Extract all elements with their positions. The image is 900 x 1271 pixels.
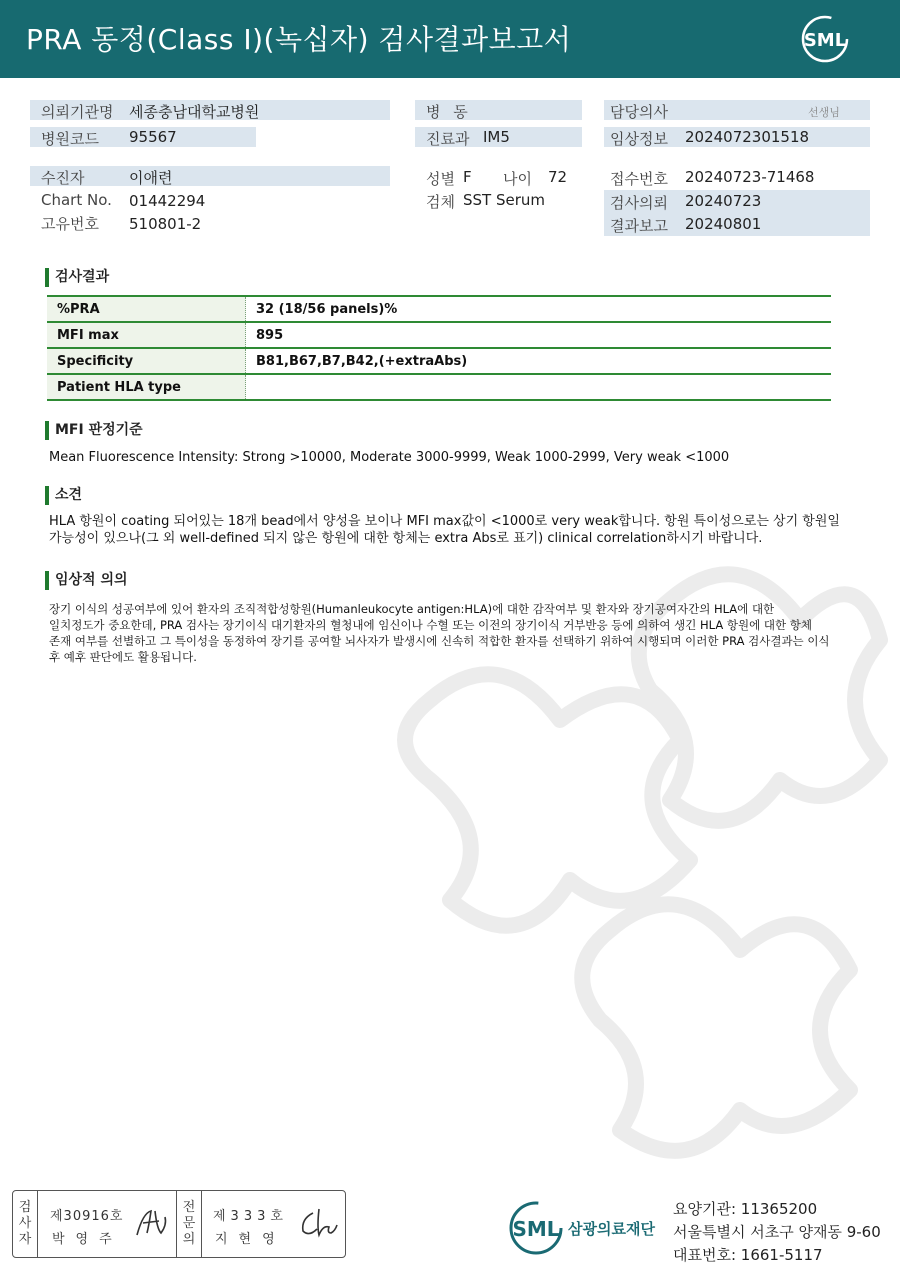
clinical-title: 임상적 의의 — [45, 571, 128, 590]
doctor-label: 담당의사 — [610, 103, 668, 121]
result-key: Specificity — [47, 348, 246, 374]
result-key: Patient HLA type — [47, 374, 246, 400]
age-label: 나이 — [503, 170, 532, 188]
clinical-line-4: 후 예후 판단에도 활용됩니다. — [49, 650, 197, 664]
logo-text: SML — [803, 30, 847, 51]
footer-logo-text: SML — [512, 1217, 560, 1241]
specimen-value: SST Serum — [463, 191, 546, 209]
specialist-label: 전 문 의 — [176, 1191, 202, 1257]
receipt-value: 20240723-71468 — [685, 168, 815, 186]
specialist-signature — [297, 1205, 341, 1241]
receipt-label: 접수번호 — [610, 170, 668, 188]
signature-stamp — [12, 1190, 346, 1258]
table-row — [47, 296, 831, 322]
table-row — [47, 374, 831, 400]
watermark-cross-1 — [405, 674, 690, 925]
result-value: 32 (18/56 panels)% — [246, 296, 832, 322]
ward-label: 병 동 — [426, 103, 472, 121]
examiner-number: 제30916호 — [50, 1209, 124, 1224]
report-label: 결과보고 — [610, 217, 668, 235]
dept-value: IM5 — [483, 128, 510, 146]
header-bar — [0, 0, 900, 78]
result-key: MFI max — [47, 322, 246, 348]
clinical-line-1: 장기 이식의 성공여부에 있어 환자의 조직적합성항원(Humanleukocyte antigen:HLA)에 대한 감작여부 및 환자와 장기공여자간의 HLA에 대한 — [49, 602, 775, 616]
table-row — [47, 322, 831, 348]
examiner-signature — [133, 1205, 173, 1241]
footer-sml-logo — [508, 1199, 564, 1257]
results-table — [47, 295, 831, 401]
specimen-label: 검체 — [426, 193, 455, 211]
specialist-number: 제333호 — [213, 1209, 288, 1224]
hospital-label: 의뢰기관명 — [41, 103, 114, 121]
opinion-title: 소견 — [45, 486, 82, 505]
request-value: 20240723 — [685, 192, 762, 210]
footer-line-1: 요양기관: 11365200 — [673, 1200, 818, 1218]
patient-value: 이애련 — [129, 169, 173, 187]
table-row — [47, 348, 831, 374]
sex-label: 성별 — [426, 170, 455, 188]
dept-label: 진료과 — [426, 130, 470, 148]
hospital-value: 세종충남대학교병원 — [129, 103, 260, 121]
footer-line-2: 서울특별시 서초구 양재동 9-60 — [673, 1223, 881, 1241]
examiner-label: 검 사 자 — [13, 1191, 38, 1257]
doctor-suffix: 선생님 — [808, 106, 840, 119]
opinion-line-2: 가능성이 있으나(그 외 well-defined 되지 않은 항원에 대한 항체는 extra Abs로 표기) clinical correlation하시기 바랍니다. — [49, 531, 763, 546]
footer-org-name: 삼광의료재단 — [568, 1220, 655, 1238]
clinic-value: 2024072301518 — [685, 128, 810, 146]
clinical-line-2: 일치정도가 중요한데, PRA 검사는 장기이식 대기환자의 혈청내에 임신이나 수혈 또는 이전의 장기이식 거부반응 등에 의하여 생긴 HLA 항원에 대한 항체 — [49, 618, 812, 632]
clinical-line-3: 존재 여부를 선별하고 그 특이성을 동정하여 장기를 공여할 뇌사자가 발생시에 신속히 적합한 환자를 선택하기 위하여 시행되며 이러한 PRA 검사결과는 이식 — [49, 634, 830, 648]
mfi-text: Mean Fluorescence Intensity: Strong >10000, Moderate 3000-9999, Weak 1000-2999, Very weak <1000 — [49, 450, 730, 465]
result-value: 895 — [246, 322, 832, 348]
chart-label: Chart No. — [41, 191, 112, 209]
sml-logo — [800, 14, 850, 64]
watermark-cross-3 — [582, 904, 850, 1151]
mfi-title: MFI 판정기준 — [45, 421, 143, 440]
result-value — [246, 374, 832, 400]
uid-value: 510801-2 — [129, 215, 202, 233]
clinic-label: 임상정보 — [610, 130, 668, 148]
result-value: B81,B67,B7,B42,(+extraAbs) — [246, 348, 832, 374]
result-key: %PRA — [47, 296, 246, 322]
sex-value: F — [463, 168, 472, 186]
chart-value: 01442294 — [129, 192, 206, 210]
request-label: 검사의뢰 — [610, 194, 668, 212]
examiner-name: 박영주 — [52, 1232, 123, 1247]
specialist-name: 지현영 — [215, 1232, 286, 1247]
report-value: 20240801 — [685, 215, 762, 233]
uid-label: 고유번호 — [41, 215, 99, 233]
opinion-line-1: HLA 항원이 coating 되어있는 18개 bead에서 양성을 보이나 MFI max값이 <1000로 very weak합니다. 항원 특이성으로는 상기 항원일 — [49, 514, 840, 529]
patient-label: 수진자 — [41, 169, 85, 187]
footer-line-3: 대표번호: 1661-5117 — [673, 1246, 823, 1264]
page-title: PRA 동정(Class I)(녹십자) 검사결과보고서 — [26, 23, 572, 56]
code-label: 병원코드 — [41, 130, 99, 148]
results-title: 검사결과 — [45, 268, 109, 287]
age-value: 72 — [548, 168, 568, 186]
code-value: 95567 — [129, 128, 177, 146]
